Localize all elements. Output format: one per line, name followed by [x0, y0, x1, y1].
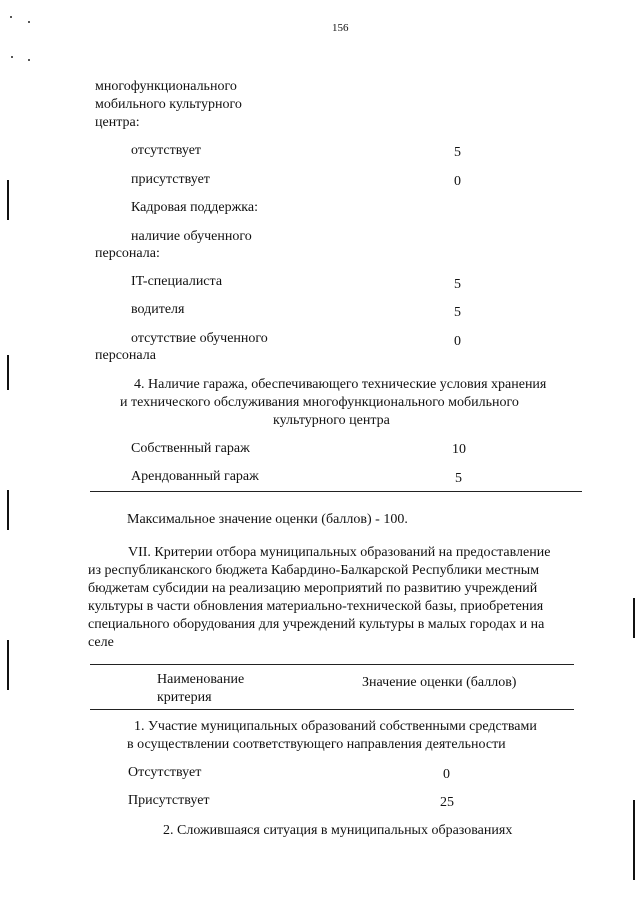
trained-line: наличие обученного [131, 229, 252, 244]
staffing-title: Кадровая поддержка: [131, 200, 258, 215]
scan-margin-mark [7, 640, 9, 690]
row-value: 25 [440, 795, 454, 810]
scan-dot [11, 56, 13, 58]
row-label: Собственный гараж [131, 441, 250, 456]
absent-line: отсутствие обученного [131, 331, 268, 346]
section-vii-line: селе [88, 635, 114, 650]
scan-margin-mark [633, 800, 635, 880]
scan-margin-mark [7, 355, 9, 390]
row-value: 0 [454, 334, 461, 349]
scan-dot [28, 59, 30, 61]
section-vii-line: культуры в части обновления материально-технической базы, приобретения [88, 599, 544, 614]
section-vii-line: бюджетам субсидии на реализацию мероприятий по развитию учреждений [88, 581, 538, 596]
section-vii-line: специального оборудования для учреждений культуры в малых городах и на [88, 617, 545, 632]
criterion1-title-line: 1. Участие муниципальных образований собственными средствами [134, 719, 537, 734]
row-value: 0 [443, 767, 450, 782]
top-heading-line: многофункционального [95, 79, 237, 94]
row-label: присутствует [131, 172, 210, 187]
absent-line: персонала [95, 348, 156, 363]
table-header-bottom-rule [90, 709, 574, 710]
row-value: 0 [454, 174, 461, 189]
row-label: отсутствует [131, 143, 202, 158]
col2-header: Значение оценки (баллов) [362, 675, 517, 690]
table-header-top-rule [90, 664, 574, 665]
row-label: Отсутствует [128, 765, 202, 780]
garage-title-line: и технического обслуживания многофункционального мобильного [120, 395, 519, 410]
garage-title-line: 4. Наличие гаража, обеспечивающего технические условия хранения [134, 377, 547, 392]
row-value: 10 [452, 442, 466, 457]
section-vii-line: VII. Критерии отбора муниципальных образований на предоставление [128, 545, 551, 560]
scan-margin-mark [633, 598, 635, 638]
page-number: 156 [332, 22, 349, 34]
max-score: Максимальное значение оценки (баллов) - 100. [127, 512, 408, 527]
table-bottom-rule [90, 491, 582, 492]
row-value: 5 [454, 277, 461, 292]
scan-dot [10, 16, 12, 18]
section-vii-line: из республиканского бюджета Кабардино-Балкарской Республики местным [88, 563, 540, 578]
trained-line: персонала: [95, 246, 160, 261]
scan-margin-mark [7, 180, 9, 220]
row-value: 5 [454, 145, 461, 160]
row-label: Присутствует [128, 793, 210, 808]
top-heading-line: центра: [95, 115, 140, 130]
row-label: Арендованный гараж [131, 469, 259, 484]
scan-dot [28, 21, 30, 23]
criterion1-title-line: в осуществлении соответствующего направления деятельности [127, 737, 506, 752]
row-label: IT-специалиста [131, 274, 223, 289]
row-value: 5 [454, 305, 461, 320]
scan-margin-mark [7, 490, 9, 530]
col1-header: Наименование [157, 672, 245, 687]
row-label: водителя [131, 302, 185, 317]
top-heading-line: мобильного культурного [95, 97, 242, 112]
criterion2-title: 2. Сложившаяся ситуация в муниципальных образованиях [163, 823, 513, 838]
col1-header: критерия [157, 690, 212, 705]
garage-title-line: культурного центра [273, 413, 390, 428]
row-value: 5 [455, 471, 462, 486]
